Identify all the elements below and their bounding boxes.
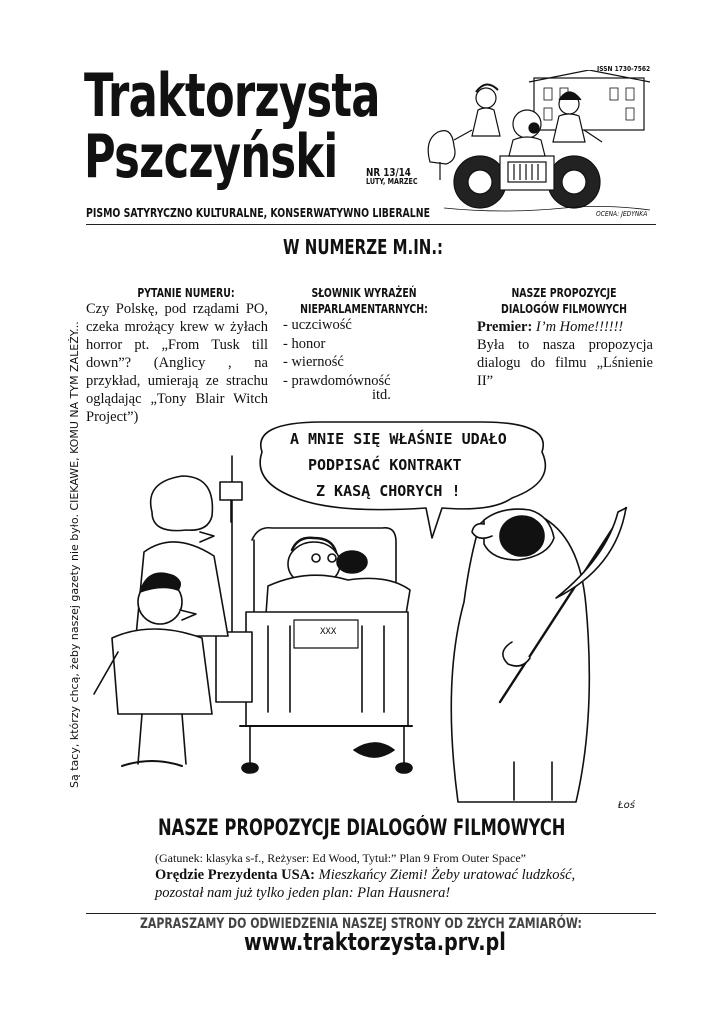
bottom-dialog [155,866,605,902]
dictionary-heading [283,285,445,317]
bottom-dialog-speaker: Orędzie Prezydenta USA: [155,867,315,883]
question-heading: PYTANIE NUMERU: [137,286,235,300]
bottom-heading: NASZE PROPOZYCJE DIALOGÓW FILMOWYCH [158,816,566,841]
top-divider [86,224,656,225]
masthead-title: Traktorzysta [84,61,380,131]
film-dialog-heading [488,285,641,317]
dictionary-etc: itd. [372,387,391,403]
bottom-film-meta: (Gatunek: klasyka s-f., Reżyser: Ed Wood, Tytuł:” Plan 9 From Outer Space” [155,851,527,865]
film-dialog-heading-line2: DIALOGÓW FILMOWYCH [501,302,627,316]
dictionary-heading-line1: SŁOWNIK WYRAŻEŃ [311,286,417,300]
masthead-subtitle: PISMO SATYRYCZNO KULTURALNE, KONSERWATYWNO LIBERALNE [86,206,430,220]
issue-date: LUTY, MARZEC [366,177,418,186]
website-invite: ZAPRASZAMY DO ODWIEDZENIA NASZEJ STRONY OD ZŁYCH ZAMIARÓW: [140,916,582,932]
cover-tractor-illustration [424,70,660,220]
website-url[interactable]: www.traktorzysta.prv.pl [244,928,506,956]
bed-card-text: XXX [320,627,337,637]
in-issue-heading: W NUMERZE M.IN.: [283,235,444,259]
bottom-divider [86,913,656,914]
film-dialog-note: Była to nasza propozycja dialogu do filmu „Lśnienie II” [477,337,653,389]
list-item: - wierność [283,354,344,370]
film-dialog-text [477,318,653,390]
film-dialog-heading-line1: NASZE PROPOZYCJE [511,286,617,300]
film-dialog-speaker: Premier: [477,319,533,335]
issue-number: NR 13/14 [366,166,411,179]
masthead-title-line2: Pszczyński [84,122,338,192]
question-text: Czy Polskę, pod rządami PO, czeka mrożący krew w żyłach horror pt. „From Tusk till down”? (Anglicy , na przykład, umierają ze strachu oglądając „Tony Blair Witch Project”) [86,301,268,425]
hospital-cartoon [82,412,654,812]
film-dialog-quote: I’m Home!!!!!! [535,319,624,335]
issn: ISSN 1730-7562 [597,65,651,73]
dictionary-heading-line2: NIEPARLAMENTARNYCH: [300,302,428,316]
list-item: - honor [283,335,326,352]
bottom-dialog-quote: Mieszkańcy Ziemi! Żeby uratować ludzkość, pozostał nam już tylko jeden plan: Plan Hausnera! [155,867,576,901]
speech-line-3: Z KASĄ CHORYCH ! [316,482,461,500]
speech-line-2: PODPISAĆ KONTRAKT [308,456,462,474]
dictionary-list [283,316,433,390]
list-item: - prawdomówność [283,372,391,389]
artist-signature: Łoś [618,800,635,811]
speech-line-1: A MNIE SIĘ WŁAŚNIE UDAŁO [290,430,507,448]
cover-caption: OCENA: JEDYNKA [596,210,648,218]
vertical-side-note: Są tacy, którzy chcą, żeby naszej gazety nie było. CIEKAWE, KOMU NA TYM ZALEŻY... [68,321,81,788]
list-item: - uczciwość [283,317,352,333]
